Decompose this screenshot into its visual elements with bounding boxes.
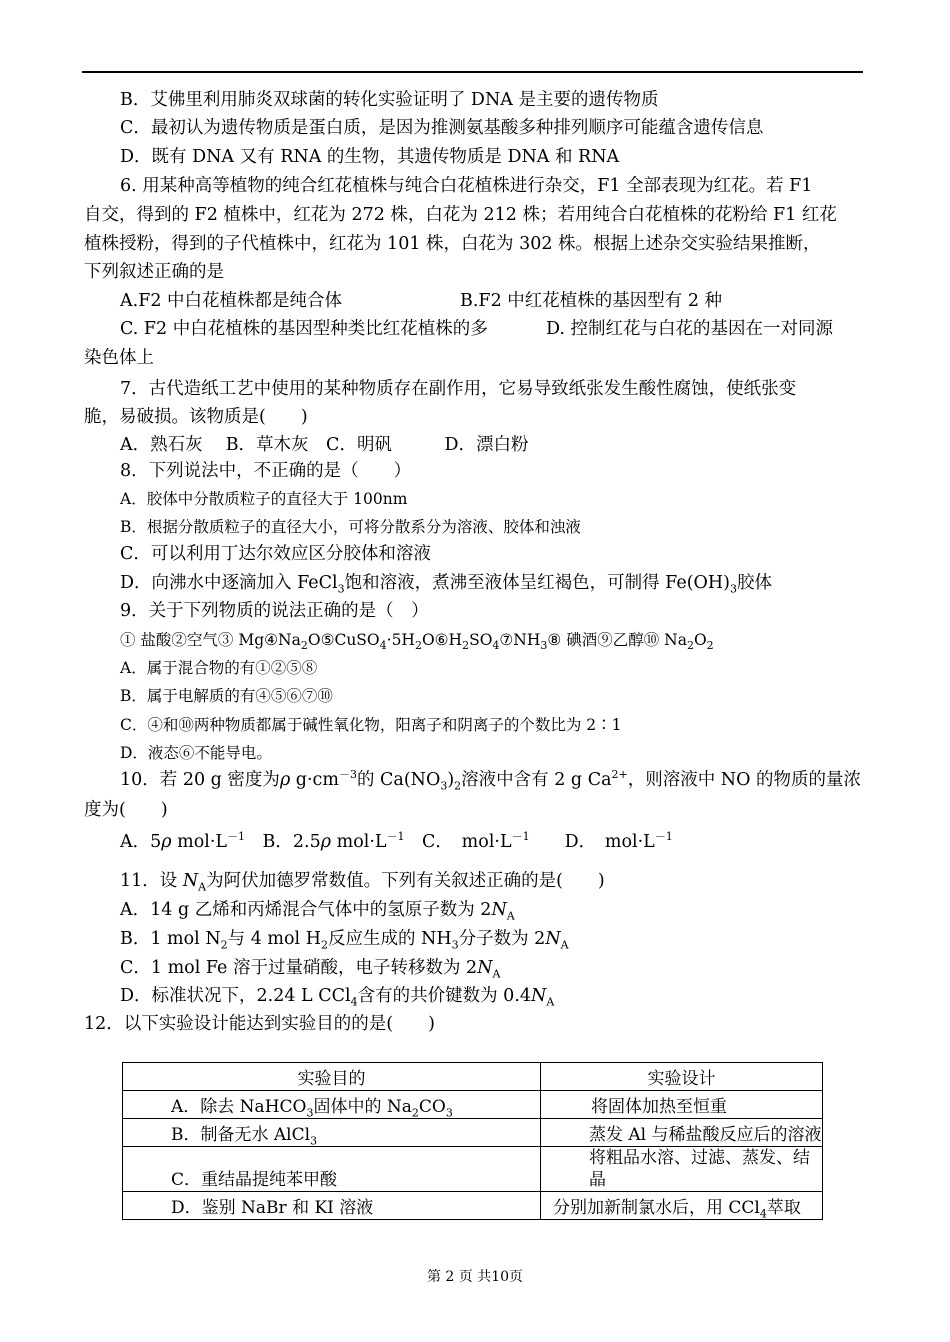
q7-stem-line2: 脆，易破损。该物质是( ) (84, 407, 308, 427)
q8-option-d: D．向沸水中逐滴加入 FeCl$_3$饱和溶液，煮沸至液体呈红褐色，可制得 $Fe(OH)_3$胶体 (120, 573, 772, 596)
page-footer: 第 2 页 共10页 (426, 1269, 524, 1285)
q6-option-b: B.F2 中红花植株的基因型有 2 种 (460, 291, 723, 311)
q6-stem-line1: 6. 用某种高等植物的纯合红花植株与纯合白花植株进行杂交，F1 全部表现为红花。若 F1 (120, 176, 813, 196)
q8-option-c: C．可以利用丁达尔效应区分胶体和溶液 (120, 544, 431, 564)
q6-stem-line2: 自交，得到的 F2 植株中，红花为 272 株，白花为 212 株；若用纯合白花植株的花粉给 F1 红花 (84, 205, 837, 225)
q8-option-a: A．胶体中分散质粒子的直径大于 100nm (120, 490, 408, 508)
table-row (123, 1119, 823, 1147)
q9-option-a: A．属于混合物的有①②⑤⑧ (120, 659, 318, 677)
q9-option-d: D．液态⑥不能导电。 (120, 744, 272, 762)
q6-stem-line3: 植株授粉，得到的子代植株中，红花为 101 株，白花为 302 株。根据上述杂交实验结果推断， (84, 234, 821, 254)
table-header-row (123, 1063, 823, 1091)
q6-stem-line4: 下列叙述正确的是 (84, 262, 224, 282)
q10-options: A．5ρ $mol\cdot L^{-1}$ B．2.5ρ $mol\cdot L^{-1}$ C． $mol\cdot L^{-1}$ D． $mol\cdot L^{-1}$ (120, 830, 673, 852)
table-row (123, 1091, 823, 1119)
q11-option-d: D．标准状况下，2.24 L CCl$_4$含有的共价键数为 $0.4N_A$ (120, 986, 555, 1009)
table-row (123, 1147, 823, 1192)
table-cell-design: 分别加新制氯水后，用 CCl$_4$萃取 (541, 1192, 823, 1220)
q11-option-b: B．1 mol $N_2$与 4 mol $H_2$反应生成的 $NH_3$分子数为 $2N_A$ (120, 929, 569, 952)
q5-option-b: B．艾佛里利用肺炎双球菌的转化实验证明了 DNA 是主要的遗传物质 (120, 90, 659, 110)
q9-option-c: C．④和⑩两种物质都属于碱性氧化物，阳离子和阴离子的个数比为 2∶1 (120, 716, 622, 734)
q6-option-d: D. 控制红花与白花的基因在一对同源 (546, 319, 834, 339)
q10-stem-line1: 10．若 20 g 密度为ρ $g\cdot cm^{-3}$的 $Ca(NO_3)_2$溶液中含有 2 g $Ca^{2+}$，则溶液中 NO 的物质的量浓 (120, 768, 862, 793)
q9-option-b: B．属于电解质的有④⑤⑥⑦⑩ (120, 687, 333, 705)
table-cell-design: 将固体加热至恒重 (541, 1091, 823, 1119)
table-header-design: 实验设计 (541, 1063, 823, 1091)
q7-stem-line1: 7．古代造纸工艺中使用的某种物质存在副作用，它易导致纸张发生酸性腐蚀，使纸张变 (120, 379, 797, 399)
q11-option-a: A．14 g 乙烯和丙烯混合气体中的氢原子数为 $2N_A$ (120, 900, 515, 923)
q6-option-d-cont: 染色体上 (84, 348, 154, 368)
q5-option-c: C．最初认为遗传物质是蛋白质，是因为推测氨基酸多种排列顺序可能蕴含遗传信息 (120, 118, 764, 138)
q11-option-c: C．1 mol Fe 溶于过量硝酸，电子转移数为 $2N_A$ (120, 958, 501, 981)
table-cell-purpose: C．重结晶提纯苯甲酸 (123, 1147, 541, 1192)
q8-option-b: B．根据分散质粒子的直径大小，可将分散系分为溶液、胶体和浊液 (120, 518, 581, 536)
q7-options: A．熟石灰 B．草木灰 C．明矾 D．漂白粉 (120, 435, 529, 455)
q9-stem: 9．关于下列物质的说法正确的是（ ） (120, 601, 429, 621)
q8-stem: 8．下列说法中，不正确的是（ ） (120, 461, 412, 481)
table-cell-purpose: D．鉴别 NaBr 和 KI 溶液 (123, 1192, 541, 1220)
table-cell-purpose: B．制备无水 AlCl$_3$ (123, 1119, 541, 1147)
q5-option-d: D．既有 DNA 又有 RNA 的生物，其遗传物质是 DNA 和 RNA (120, 147, 620, 167)
q12-stem: 12．以下实验设计能达到实验目的的是( ) (84, 1014, 435, 1034)
table-cell-design: 将粗品水溶、过滤、蒸发、结晶 (541, 1147, 823, 1192)
q12-table (122, 1062, 823, 1220)
table-header-purpose: 实验目的 (123, 1063, 541, 1091)
q6-option-a: A.F2 中白花植株都是纯合体 (120, 291, 343, 311)
table-cell-purpose: A．除去 NaHCO$_3$固体中的 $Na_2CO_3$ (123, 1091, 541, 1119)
table-row (123, 1192, 823, 1220)
q11-stem: 11．设 $N_A$为阿伏加德罗常数值。下列有关叙述正确的是( ) (120, 871, 605, 894)
q6-option-c: C. F2 中白花植株的基因型种类比红花植株的多 (120, 319, 488, 339)
q9-substances: ① 盐酸②空气③ $Mg④Na_2O⑤CuSO_4\cdot 5H_2O⑥H_2SO_4⑦NH_3⑧$ 碘酒⑨乙醇⑩ $Na_2O_2$ (120, 631, 714, 653)
table-cell-design: 蒸发 Al 与稀盐酸反应后的溶液 (541, 1119, 823, 1147)
header-rule (82, 71, 863, 73)
q10-stem-line2: 度为( ) (84, 800, 168, 820)
